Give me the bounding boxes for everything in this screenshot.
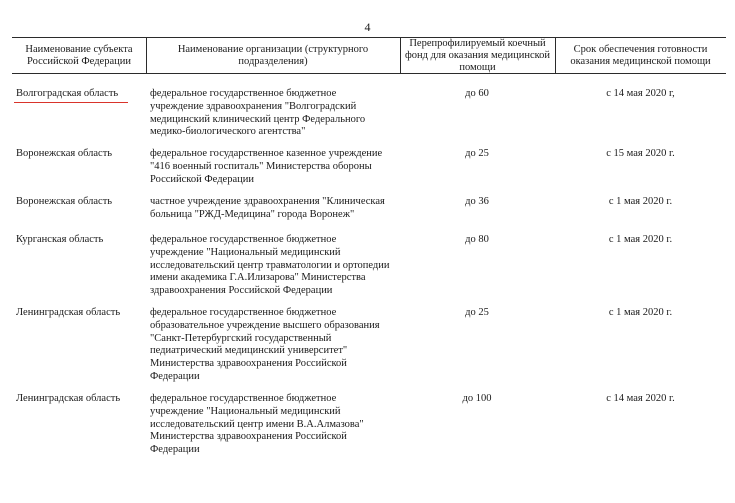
cell-beds: до 25 xyxy=(465,148,489,159)
cell-region: Воронежская область xyxy=(16,148,113,159)
cell-deadline: с 1 мая 2020 г. xyxy=(608,196,673,207)
header-region: Наименование субъекта Российской Федерации xyxy=(25,43,133,67)
cell-region: Волгоградская область xyxy=(16,88,119,99)
cell-region: Воронежская область xyxy=(16,196,113,207)
cell-deadline: с 14 мая 2020 г. xyxy=(606,393,675,404)
cell-region: Курганская область xyxy=(16,234,104,245)
cell-organization: федеральное государственное бюджетное образовательное учреждение высшего образования "Санкт-Петербургский государственный педиатрический медицинский университет" Министерства здравоохранения Российской Федерации xyxy=(150,307,380,382)
header-bottom-rule xyxy=(12,73,726,74)
cell-beds: до 100 xyxy=(462,393,492,404)
cell-deadline: с 15 мая 2020 г. xyxy=(606,148,675,159)
cell-organization: федеральное государственное бюджетное учреждение "Национальный медицинский исследовательский центр имени В.А.Алмазова" Министерства здравоохранения Российской Федерации xyxy=(150,393,364,456)
cell-deadline: с 14 мая 2020 г, xyxy=(606,88,675,99)
cell-deadline: с 1 мая 2020 г. xyxy=(608,307,673,318)
red-underline-annotation xyxy=(14,102,128,103)
cell-organization: федеральное государственное бюджетное учреждение "Национальный медицинский исследовательский центр травматологии и ортопедии имени академика Г.А.Илизарова" Министерства здравоохранения Российской Федерации xyxy=(150,234,390,297)
cell-deadline: с 1 мая 2020 г. xyxy=(608,234,673,245)
cell-region: Ленинградская область xyxy=(16,307,121,318)
cell-beds: до 80 xyxy=(465,234,489,245)
header-deadline: Срок обеспечения готовности оказания медицинской помощи xyxy=(570,43,711,67)
page-number: 4 xyxy=(364,20,371,34)
cell-beds: до 25 xyxy=(465,307,489,318)
cell-organization: частное учреждение здравоохранения "Клиническая больница "РЖД-Медицина" города Воронеж" xyxy=(150,196,385,220)
header-beds: Перепрофилируемый коечный фонд для оказания медицинской помощи xyxy=(404,37,551,73)
cell-beds: до 36 xyxy=(465,196,489,207)
cell-beds: до 60 xyxy=(465,88,489,99)
cell-region: Ленинградская область xyxy=(16,393,121,404)
cell-organization: федеральное государственное бюджетное учреждение здравоохранения "Волгоградский медицинский клинический центр Федерального медико-биологического агентства" xyxy=(150,88,366,138)
cell-organization: федеральное государственное казенное учреждение "416 военный госпиталь" Министерства обороны Российской Федерации xyxy=(150,148,383,185)
header-organization: Наименование организации (структурного подразделения) xyxy=(177,43,369,67)
